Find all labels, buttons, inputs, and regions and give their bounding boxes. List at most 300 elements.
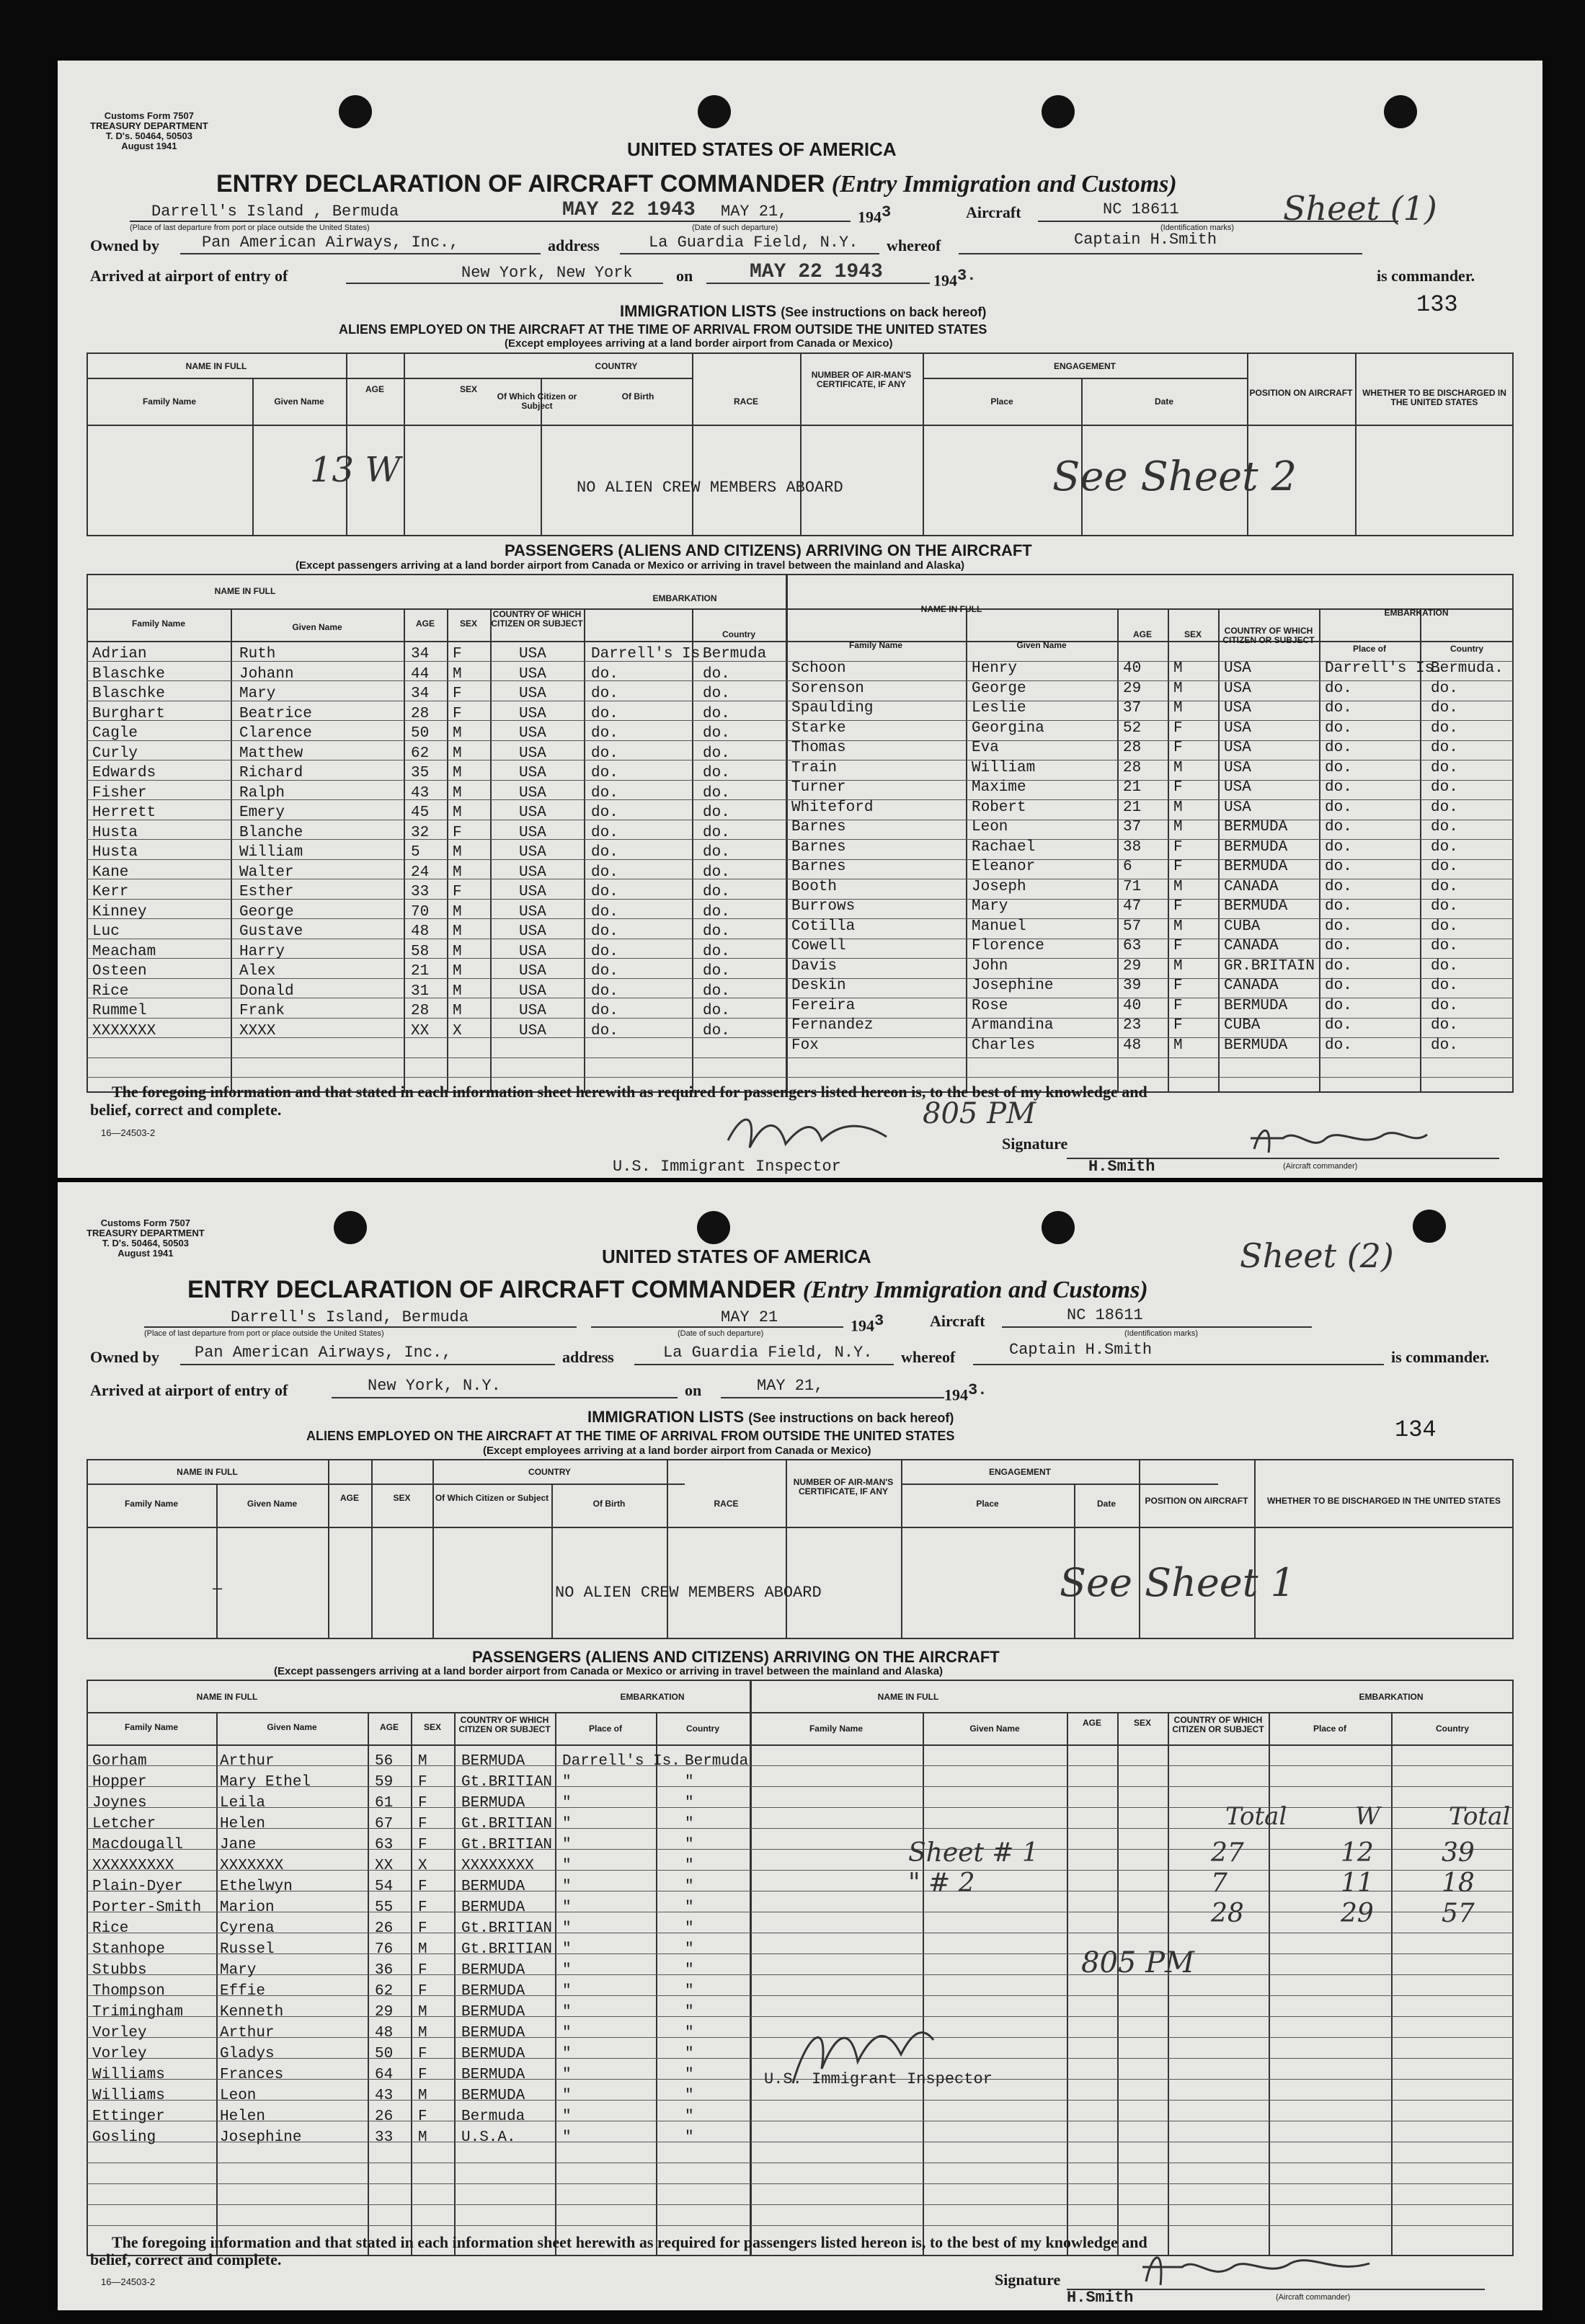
passenger-cell: do. bbox=[703, 864, 730, 881]
passenger-cell: do. bbox=[1431, 838, 1458, 856]
tally-cell: 11 bbox=[1341, 1868, 1374, 1898]
passenger-cell: USA bbox=[519, 1003, 546, 1019]
passenger-cell: GR.BRITAIN bbox=[1224, 957, 1315, 975]
passenger-cell: do. bbox=[703, 686, 730, 702]
passenger-cell: do. bbox=[703, 903, 730, 921]
aircraft-id: NC 18611 bbox=[1067, 1306, 1143, 1324]
punch-hole bbox=[1042, 1211, 1075, 1244]
passenger-cell: USA bbox=[519, 844, 546, 861]
is-commander-label: is commander. bbox=[1391, 1348, 1490, 1366]
passenger-cell: USA bbox=[519, 646, 546, 662]
passenger-cell: XXXXXXXX bbox=[461, 1858, 534, 1874]
passenger-cell: Georgina bbox=[972, 719, 1044, 737]
passenger-cell: Mary bbox=[972, 898, 1008, 915]
passenger-cell: John bbox=[972, 957, 1008, 975]
passenger-cell: Bermuda bbox=[685, 1753, 749, 1770]
passenger-cell: Josephine bbox=[220, 2129, 302, 2146]
punch-hole bbox=[334, 1211, 367, 1244]
passenger-cell: do. bbox=[1431, 918, 1458, 935]
passenger-cell: 50 bbox=[375, 2046, 394, 2062]
passenger-cell: Williams bbox=[92, 2088, 165, 2104]
passenger-cell: 32 bbox=[411, 824, 430, 841]
inspector-signature bbox=[721, 1097, 901, 1162]
passenger-cell: Cyrena bbox=[220, 1920, 275, 1937]
passenger-cell: Henry bbox=[972, 660, 1018, 677]
whereof-label: whereof bbox=[887, 236, 941, 254]
passenger-cell: USA bbox=[519, 784, 546, 802]
passenger-cell: 6 bbox=[1123, 859, 1132, 875]
passenger-cell: Curly bbox=[92, 745, 138, 762]
passenger-cell: " bbox=[562, 1962, 572, 1979]
passenger-cell: 23 bbox=[1123, 1017, 1142, 1034]
passenger-cell: 63 bbox=[1123, 938, 1142, 954]
passenger-cell: Clarence bbox=[239, 725, 312, 742]
passenger-cell: 43 bbox=[411, 784, 430, 802]
passenger-cell: do. bbox=[591, 725, 618, 742]
passenger-cell: 35 bbox=[411, 765, 430, 781]
passenger-cell: USA bbox=[1224, 779, 1251, 796]
owner: Pan American Airways, Inc., bbox=[195, 1344, 452, 1362]
passenger-cell: 21 bbox=[1123, 779, 1142, 796]
passenger-cell: do. bbox=[1325, 1037, 1352, 1054]
passenger-cell: M bbox=[453, 784, 462, 802]
passenger-cell: F bbox=[418, 1795, 427, 1811]
passenger-cell: Vorley bbox=[92, 2046, 147, 2062]
passenger-cell: USA bbox=[519, 745, 546, 762]
passenger-cell: Rose bbox=[972, 997, 1008, 1014]
passenger-cell: Stubbs bbox=[92, 1962, 147, 1979]
passenger-cell: F bbox=[418, 1962, 427, 1979]
passenger-cell: Joseph bbox=[972, 878, 1026, 895]
passenger-cell: do. bbox=[591, 1003, 618, 1019]
passenger-cell: Train bbox=[791, 759, 838, 776]
passenger-cell: Schoon bbox=[791, 660, 846, 677]
passenger-cell: " bbox=[562, 2088, 572, 2104]
passenger-cell: USA bbox=[1224, 700, 1251, 717]
aircraft-label: Aircraft bbox=[966, 203, 1021, 221]
passenger-cell: F bbox=[418, 1983, 427, 2000]
passenger-cell: XX bbox=[411, 1022, 430, 1039]
passenger-cell: Gt.BRITIAN bbox=[461, 1816, 553, 1832]
passenger-cell: 61 bbox=[375, 1795, 394, 1811]
passenger-cell: BERMUDA bbox=[461, 1983, 525, 2000]
passenger-cell: Joynes bbox=[92, 1795, 147, 1811]
passenger-cell: F bbox=[1173, 977, 1183, 994]
passenger-cell: Darrell's Is. bbox=[562, 1753, 680, 1770]
passenger-cell: Robert bbox=[972, 799, 1026, 816]
form-id: Customs Form 7507 TREASURY DEPARTMENT T. D's. 50464, 50503 August 1941 bbox=[86, 1218, 205, 1259]
passenger-cell: 26 bbox=[375, 2108, 394, 2125]
inspector-label: U.S. Immigrant Inspector bbox=[764, 2070, 993, 2088]
passenger-cell: USA bbox=[519, 765, 546, 781]
passenger-cell: 31 bbox=[411, 983, 430, 1000]
passenger-cell: do. bbox=[1325, 898, 1352, 915]
passenger-cell: Ettinger bbox=[92, 2108, 165, 2125]
passenger-cell: M bbox=[1173, 660, 1183, 677]
passenger-cell: do. bbox=[591, 963, 618, 980]
passenger-cell: do. bbox=[1431, 779, 1458, 796]
passenger-cell: " bbox=[685, 2108, 694, 2125]
passenger-cell: do. bbox=[591, 804, 618, 821]
certification-text: The foregoing information and that stated in each information sheet herewith as required for passengers listed hereon is, to the best of my knowledge and bbox=[112, 1083, 1147, 1101]
passenger-cell: Burrows bbox=[791, 898, 856, 915]
passenger-cell: " bbox=[562, 1899, 572, 1916]
passenger-cell: Beatrice bbox=[239, 705, 312, 722]
passenger-cell: 62 bbox=[375, 1983, 394, 2000]
passenger-cell: do. bbox=[591, 943, 618, 960]
id-caption: (Identification marks) bbox=[1160, 223, 1235, 232]
commander-name: H.Smith bbox=[1088, 1158, 1155, 1176]
passenger-cell: BERMUDA bbox=[461, 2004, 525, 2021]
arrived-place: New York, N.Y. bbox=[368, 1377, 501, 1395]
passenger-cell: do. bbox=[1431, 938, 1458, 954]
passenger-cell: Bermuda bbox=[461, 2108, 525, 2125]
passenger-cell: " bbox=[685, 1920, 694, 1937]
passenger-cell: " bbox=[685, 1879, 694, 1895]
punch-hole bbox=[339, 95, 372, 128]
passengers-note: (Except passengers arriving at a land border airport from Canada or Mexico or arriving in travel between the mainland and Alaska) bbox=[274, 1665, 944, 1677]
passenger-cell: do. bbox=[1325, 859, 1352, 875]
passenger-cell: do. bbox=[1325, 779, 1352, 796]
commander-name: H.Smith bbox=[1067, 2289, 1134, 2307]
passenger-cell: do. bbox=[1325, 918, 1352, 935]
passenger-cell: Barnes bbox=[791, 859, 846, 875]
passenger-cell: F bbox=[418, 2108, 427, 2125]
whereof-label: whereof bbox=[901, 1348, 956, 1366]
passenger-cell: Ethelwyn bbox=[220, 1879, 293, 1895]
passenger-cell: do. bbox=[703, 725, 730, 742]
passenger-cell: do. bbox=[591, 903, 618, 921]
passenger-cell: Arthur bbox=[220, 2025, 275, 2041]
passenger-cell: Gt.BRITIAN bbox=[461, 1941, 553, 1958]
country-heading: UNITED STATES OF AMERICA bbox=[602, 1246, 871, 1267]
departure-place-caption: (Place of last departure from port or place outside the United States) bbox=[130, 223, 370, 232]
passenger-cell: do. bbox=[591, 1022, 618, 1039]
passenger-cell: do. bbox=[1325, 740, 1352, 756]
passenger-cell: Hopper bbox=[92, 1774, 147, 1791]
passenger-cell: 52 bbox=[1123, 719, 1142, 737]
passenger-cell: do. bbox=[1431, 957, 1458, 975]
passenger-cell: do. bbox=[1325, 719, 1352, 737]
passenger-cell: do. bbox=[591, 705, 618, 722]
passenger-cell: 50 bbox=[411, 725, 430, 742]
passenger-cell: " bbox=[685, 1941, 694, 1958]
passenger-cell: Stanhope bbox=[92, 1941, 165, 1958]
passenger-cell: M bbox=[1173, 700, 1183, 717]
passenger-cell: 76 bbox=[375, 1941, 394, 1958]
passenger-cell: Donald bbox=[239, 983, 294, 1000]
form-title: ENTRY DECLARATION OF AIRCRAFT COMMANDER (Entry Immigration and Customs) bbox=[216, 170, 1177, 198]
passenger-cell: 21 bbox=[1123, 799, 1142, 816]
passenger-cell: Husta bbox=[92, 824, 138, 841]
passenger-cell: Deskin bbox=[791, 977, 846, 994]
passengers-title: PASSENGERS (ALIENS AND CITIZENS) ARRIVING ON THE AIRCRAFT bbox=[472, 1648, 1000, 1666]
passenger-cell: " bbox=[562, 1837, 572, 1853]
passenger-cell: 48 bbox=[375, 2025, 394, 2041]
passenger-cell: Kenneth bbox=[220, 2004, 284, 2021]
arrived-year: $194^{3.}$ bbox=[933, 267, 977, 290]
passenger-cell: 43 bbox=[375, 2088, 394, 2104]
passenger-cell: Esther bbox=[239, 884, 294, 900]
passenger-cell: 40 bbox=[1123, 660, 1142, 677]
passenger-cell: USA bbox=[519, 943, 546, 960]
passenger-cell: Burghart bbox=[92, 705, 165, 722]
passenger-cell: " bbox=[562, 1816, 572, 1832]
passenger-cell: do. bbox=[1431, 1017, 1458, 1034]
passenger-cell: Gladys bbox=[220, 2046, 275, 2062]
passenger-cell: F bbox=[418, 1920, 427, 1937]
address: La Guardia Field, N.Y. bbox=[663, 1344, 873, 1362]
passenger-cell: Herrett bbox=[92, 804, 156, 821]
departure-date: MAY 21 bbox=[721, 1308, 778, 1326]
passenger-cell: do. bbox=[1431, 719, 1458, 737]
passenger-cell: BERMUDA bbox=[461, 1879, 525, 1895]
passenger-cell: F bbox=[418, 1774, 427, 1791]
tally-header-total-2: Total bbox=[1449, 1802, 1511, 1831]
arrived-label: Arrived at airport of entry of bbox=[90, 1381, 288, 1399]
passenger-cell: 34 bbox=[411, 686, 430, 702]
signature-label: Signature bbox=[995, 2271, 1061, 2289]
date-caption: (Date of such departure) bbox=[678, 1329, 764, 1338]
passenger-cell: M bbox=[453, 745, 462, 762]
passenger-cell: Leslie bbox=[972, 700, 1026, 717]
passenger-cell: do. bbox=[703, 884, 730, 900]
passenger-cell: F bbox=[1173, 1017, 1183, 1034]
passenger-cell: BERMUDA bbox=[461, 2046, 525, 2062]
passenger-cell: BERMUDA bbox=[1224, 859, 1288, 875]
passenger-cell: F bbox=[1173, 898, 1183, 915]
passenger-cell: USA bbox=[1224, 660, 1251, 677]
passenger-cell: do. bbox=[591, 844, 618, 861]
passenger-cell: 5 bbox=[411, 844, 420, 861]
passenger-cell: do. bbox=[703, 943, 730, 960]
commander: Captain H.Smith bbox=[1074, 231, 1217, 249]
year-label: $194^3$ bbox=[858, 203, 892, 226]
passenger-cell: do. bbox=[703, 1003, 730, 1019]
passenger-cell: USA bbox=[1224, 680, 1251, 697]
passenger-cell: Mary Ethel bbox=[220, 1774, 311, 1791]
passenger-cell: BERMUDA bbox=[461, 1962, 525, 1979]
passenger-cell: Rummel bbox=[92, 1003, 147, 1019]
passenger-cell: F bbox=[453, 884, 462, 900]
passenger-cell: Meacham bbox=[92, 943, 156, 960]
passenger-cell: Barnes bbox=[791, 838, 846, 856]
passenger-cell: BERMUDA bbox=[461, 2067, 525, 2083]
passenger-cell: " bbox=[562, 2108, 572, 2125]
tally-cell: 27 bbox=[1211, 1838, 1244, 1868]
passenger-cell: do. bbox=[1325, 759, 1352, 776]
tally-header-total: Total bbox=[1225, 1802, 1287, 1831]
passenger-cell: Darrell's Is. bbox=[591, 646, 709, 662]
passenger-cell: Macdougall bbox=[92, 1837, 184, 1853]
passenger-cell: do. bbox=[1325, 838, 1352, 856]
passenger-cell: " bbox=[685, 1962, 694, 1979]
passenger-cell: 33 bbox=[411, 884, 430, 900]
crew-see-sheet: See Sheet 2 bbox=[1052, 453, 1297, 500]
passenger-cell: BERMUDA bbox=[1224, 819, 1288, 835]
passenger-cell: M bbox=[1173, 799, 1183, 816]
departure-place: Darrell's Island , Bermuda bbox=[151, 203, 399, 221]
passenger-cell: do. bbox=[1325, 997, 1352, 1014]
passenger-cell: 62 bbox=[411, 745, 430, 762]
passenger-cell: Josephine bbox=[972, 977, 1054, 994]
passenger-cell: " bbox=[685, 2046, 694, 2062]
passenger-cell: BERMUDA bbox=[1224, 1037, 1288, 1054]
passenger-cell: USA bbox=[519, 884, 546, 900]
passenger-cell: Ralph bbox=[239, 784, 285, 802]
passenger-cell: do. bbox=[1431, 1037, 1458, 1054]
passenger-cell: Armandina bbox=[972, 1017, 1054, 1034]
passenger-cell: CANADA bbox=[1224, 938, 1279, 954]
passenger-cell: Jane bbox=[220, 1837, 257, 1853]
passenger-cell: USA bbox=[519, 824, 546, 841]
passenger-cell: M bbox=[1173, 878, 1183, 895]
address: La Guardia Field, N.Y. bbox=[649, 234, 858, 252]
passenger-cell: Fox bbox=[791, 1037, 819, 1054]
passenger-cell: M bbox=[1173, 918, 1183, 935]
passenger-cell: Marion bbox=[220, 1899, 275, 1916]
year-label: $194^3$ bbox=[851, 1312, 884, 1335]
arrived-date: MAY 21, bbox=[757, 1377, 824, 1395]
passenger-cell: CANADA bbox=[1224, 878, 1279, 895]
passenger-cell: Manuel bbox=[972, 918, 1026, 935]
passenger-cell: USA bbox=[519, 725, 546, 742]
passenger-cell: " bbox=[685, 1899, 694, 1916]
passenger-cell: do. bbox=[591, 784, 618, 802]
passenger-cell: Johann bbox=[239, 665, 294, 683]
passenger-cell: Edwards bbox=[92, 765, 156, 781]
passenger-cell: 64 bbox=[375, 2067, 394, 2083]
passenger-cell: Matthew bbox=[239, 745, 303, 762]
passenger-cell: M bbox=[1173, 957, 1183, 975]
passenger-cell: 29 bbox=[1123, 957, 1142, 975]
page-number: 133 bbox=[1416, 291, 1458, 318]
passenger-cell: do. bbox=[1325, 977, 1352, 994]
passenger-cell: do. bbox=[1431, 740, 1458, 756]
owned-by-label: Owned by bbox=[90, 1348, 159, 1366]
passenger-cell: Bermuda. bbox=[1431, 660, 1504, 677]
passenger-cell: Effie bbox=[220, 1983, 266, 2000]
crew-dash: — bbox=[213, 1580, 223, 1598]
passenger-cell: Husta bbox=[92, 844, 138, 861]
punch-hole bbox=[698, 95, 731, 128]
passenger-cell: USA bbox=[519, 686, 546, 702]
date-caption: (Date of such departure) bbox=[692, 223, 778, 232]
passenger-cell: Porter-Smith bbox=[92, 1899, 202, 1916]
passenger-cell: Kane bbox=[92, 864, 129, 881]
passenger-cell: 37 bbox=[1123, 819, 1142, 835]
passenger-cell: XXXX bbox=[239, 1022, 276, 1039]
passenger-cell: do. bbox=[591, 765, 618, 781]
passenger-cell: " bbox=[562, 1774, 572, 1791]
passenger-cell: 57 bbox=[1123, 918, 1142, 935]
passenger-cell: F bbox=[1173, 838, 1183, 856]
passenger-cell: do. bbox=[1431, 680, 1458, 697]
passenger-cell: 36 bbox=[375, 1962, 394, 1979]
passenger-cell: " bbox=[685, 2129, 694, 2146]
time-note: 805 PM bbox=[1081, 1946, 1194, 1979]
passenger-cell: do. bbox=[703, 784, 730, 802]
passenger-cell: 37 bbox=[1123, 700, 1142, 717]
passenger-cell: 28 bbox=[1123, 740, 1142, 756]
passenger-cell: do. bbox=[591, 745, 618, 762]
passenger-table bbox=[86, 1680, 1514, 2256]
passenger-cell: Leon bbox=[220, 2088, 257, 2104]
aliens-title: ALIENS EMPLOYED ON THE AIRCRAFT AT THE TIME OF ARRIVAL FROM OUTSIDE THE UNITED STATES bbox=[306, 1429, 955, 1443]
passenger-cell: BERMUDA bbox=[1224, 898, 1288, 915]
passenger-cell: " bbox=[562, 2046, 572, 2062]
passenger-cell: M bbox=[453, 1003, 462, 1019]
passenger-cell: M bbox=[453, 923, 462, 940]
passenger-cell: 28 bbox=[411, 1003, 430, 1019]
immigration-title: IMMIGRATION LISTS (See instructions on back hereof) bbox=[587, 1408, 954, 1426]
passenger-cell: " bbox=[685, 1816, 694, 1832]
passenger-cell: Blaschke bbox=[92, 686, 165, 702]
form-title: ENTRY DECLARATION OF AIRCRAFT COMMANDER (Entry Immigration and Customs) bbox=[187, 1276, 1148, 1303]
passenger-cell: Booth bbox=[791, 878, 838, 895]
passenger-cell: 47 bbox=[1123, 898, 1142, 915]
passenger-cell: do. bbox=[703, 824, 730, 841]
passenger-cell: Fernandez bbox=[791, 1017, 874, 1034]
passenger-cell: Cagle bbox=[92, 725, 138, 742]
passenger-cell: " bbox=[562, 1858, 572, 1874]
passenger-cell: do. bbox=[703, 1022, 730, 1039]
passenger-cell: " bbox=[685, 1858, 694, 1874]
punch-hole bbox=[1413, 1210, 1446, 1243]
passenger-cell: Vorley bbox=[92, 2025, 147, 2041]
passenger-cell: 33 bbox=[375, 2129, 394, 2146]
passenger-cell: USA bbox=[519, 903, 546, 921]
passenger-cell: F bbox=[1173, 740, 1183, 756]
passenger-cell: Kerr bbox=[92, 884, 129, 900]
passenger-cell: XX bbox=[375, 1858, 394, 1874]
passenger-cell: M bbox=[418, 2129, 427, 2146]
passenger-cell: 26 bbox=[375, 1920, 394, 1937]
passenger-cell: do. bbox=[1431, 898, 1458, 915]
passenger-cell: F bbox=[418, 2046, 427, 2062]
passenger-cell: XXXXXXX bbox=[220, 1858, 284, 1874]
sheet-note: Sheet (2) bbox=[1240, 1236, 1394, 1275]
passenger-cell: Rachael bbox=[972, 838, 1036, 856]
passenger-cell: Plain-Dyer bbox=[92, 1879, 184, 1895]
passenger-cell: do. bbox=[703, 983, 730, 1000]
passenger-cell: Florence bbox=[972, 938, 1044, 954]
passenger-cell: F bbox=[1173, 779, 1183, 796]
passenger-cell: F bbox=[1173, 938, 1183, 954]
passenger-cell: do. bbox=[703, 765, 730, 781]
departure-place-caption: (Place of last departure from port or place outside the United States) bbox=[144, 1329, 384, 1338]
tally-cell: 28 bbox=[1211, 1899, 1244, 1928]
passenger-cell: Gt.BRITIAN bbox=[461, 1774, 553, 1791]
passenger-cell: Fisher bbox=[92, 784, 147, 802]
passenger-cell: USA bbox=[519, 1022, 546, 1039]
passenger-cell: Bermuda bbox=[703, 646, 767, 662]
passenger-cell: USA bbox=[519, 923, 546, 940]
passenger-cell: USA bbox=[519, 705, 546, 722]
passenger-cell: do. bbox=[591, 923, 618, 940]
arrived-year: $194^{3.}$ bbox=[944, 1381, 987, 1404]
passenger-cell: Leila bbox=[220, 1795, 266, 1811]
passenger-cell: 45 bbox=[411, 804, 430, 821]
passenger-cell: F bbox=[418, 1816, 427, 1832]
passenger-cell: Frances bbox=[220, 2067, 284, 2083]
passenger-cell: Walter bbox=[239, 864, 294, 881]
passenger-cell: BERMUDA bbox=[1224, 838, 1288, 856]
owner: Pan American Airways, Inc., bbox=[202, 234, 459, 252]
passenger-cell: X bbox=[418, 1858, 427, 1874]
passenger-cell: USA bbox=[519, 804, 546, 821]
passenger-cell: M bbox=[453, 765, 462, 781]
